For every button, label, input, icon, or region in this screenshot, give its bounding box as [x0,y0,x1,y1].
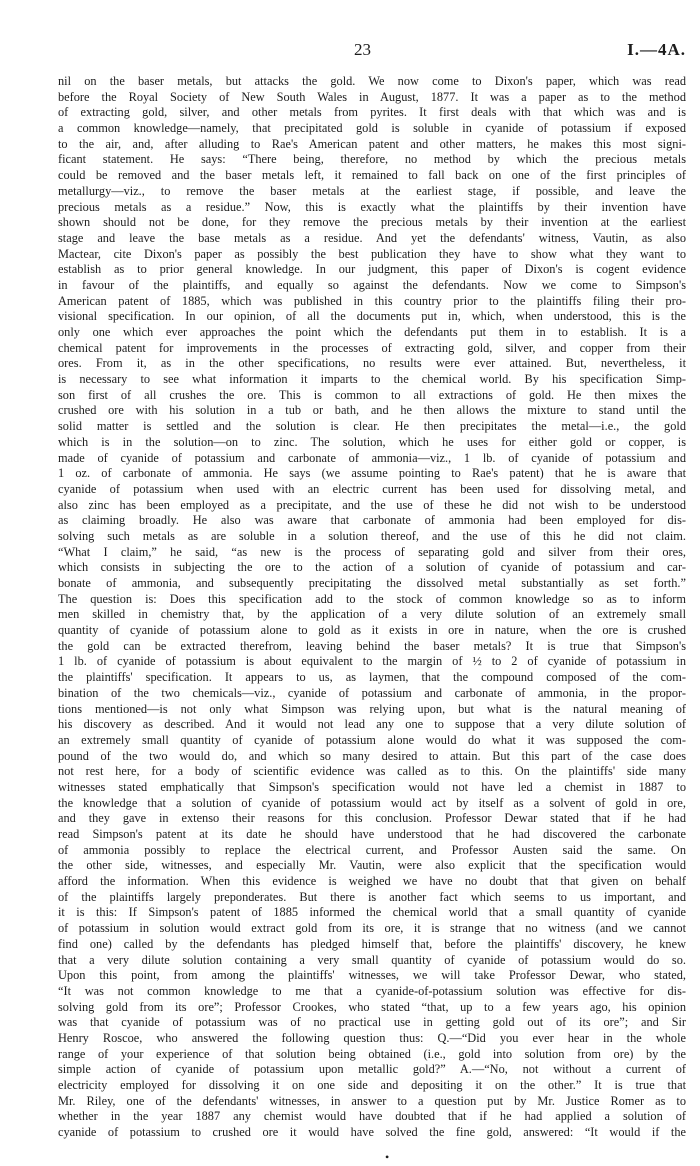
text-line: to the air, and, after alluding to Rae's American patent and other matters, he makes this most signi- [58,136,686,151]
text-line: the plaintiffs' specification. It appears to us, as laymen, that the compound composed of the com- [58,670,686,685]
text-line: read Simpson's patent at its date he should have understood that he had discovered the carbonate [58,827,686,841]
judgment-body-text [58,74,686,1140]
text-line: which is in the solution—on to zinc. The solution, which he uses for either gold or copper, is [58,434,686,449]
text-line: before the Royal Society of New South Wales in August, 1877. It was a paper as to the method [58,89,686,104]
text-line: Henry Roscoe, who answered the following question thus: Q.—“Did you ever hear in the whole [58,1030,686,1045]
text-line: cyanide of potassium when used with an electric current has been used for dissolving metal, and [58,481,686,496]
text-line: pound of the two would do, and which so many desired to attain. But this part of the case does [58,748,686,763]
text-line: cyanide of potassium to crushed ore it would have solved the fine gold, answered: “It would if the [58,1125,686,1140]
page-number: 23 [354,40,371,59]
text-line: an extremely small quantity of cyanide of potassium alone would do what it was supposed the com- [58,732,686,747]
text-line: Mr. Riley, one of the defendants' witnesses, in answer to a question put by Mr. Justice Romer as to [58,1093,686,1108]
text-line: range of your experience of that solution being obtained (i.e., gold into solution from ore) by the [58,1046,686,1061]
text-line: of the plaintiffs largely preponderates. But there is another fact which seems to us important, and [58,889,686,904]
text-line: ficant statement. He says: “There being, therefore, no method by which the precious metals [58,152,686,167]
text-line: ores. From it, as in the other specifications, no results were ever attained. But, nevertheless, it [58,356,686,371]
text-line: 1 oz. of carbonate of ammonia. He says (we assume pointing to Rae's patent) that he is aware that [58,466,686,481]
text-line: only one which ever approaches the point which the defendants put them in to establish. It is a [58,325,686,339]
text-line: witnesses stated emphatically that Simpson's specification would not have led a chemist in 1887 to [58,779,686,794]
text-line: find one) called by the defendants has pledged himself that, before the plaintiffs' discovery, he knew [58,936,686,951]
footer-mark: • [385,1150,390,1164]
text-line: establish as to prior general knowledge. In our judgment, this paper of Dixon's is cogent evidence [58,262,686,277]
text-line: stage and leave the base metals as a residue. And yet the defendants' witness, Vautin, as also [58,230,686,245]
text-line: bination of the two chemicals—viz., cyanide of potassium and carbonate of ammonia, in the propor- [58,685,686,700]
text-line: the other side, witnesses, and especially Mr. Vautin, were also explicit that the specification would [58,858,686,873]
text-line: which consists in subjecting the ore to the action of a solution of cyanide of potassium and car- [58,560,686,575]
text-line: American patent of 1885, which was published in this country prior to the plaintiffs filing their pro- [58,293,686,308]
text-line: bonate of ammonia, and subsequently precipitating the dissolved metal substantially as set forth.” [58,576,686,590]
text-line: afford the information. When this evidence is weighed we have no doubt that that given on behalf [58,874,686,889]
text-line: also zinc has been employed as a precipitate, and the use of these he did not wish to be understood [58,497,686,512]
text-line: visional specification. In our opinion, of all the documents put in, which, when understood, this is the [58,309,686,324]
text-line: 1 lb. of cyanide of potassium is about equivalent to the margin of ½ to 2 of cyanide of potassium in [58,654,686,669]
text-line: chemical patent for improvements in the processes of extracting gold, silver, and copper from their [58,340,686,355]
text-line: tions mentioned—is not only what Simpson was relying upon, but what is the natural meaning of [58,701,686,716]
text-line: and they gave in extenso their reasons for this conclusion. Professor Dewar stated that if he had [58,811,686,826]
text-line: it is this: If Simpson's patent of 1885 informed the chemical world that a small quantity of cyanide [58,905,686,920]
text-line: was that cyanide of potassium was of no practical use in getting gold out of its ore”; and Sir [58,1015,686,1030]
text-line: nil on the baser metals, but attacks the gold. We now come to Dixon's paper, which was read [58,74,686,88]
text-line: “What I claim,” he said, “as new is the process of separating gold and silver from their ores, [58,544,686,559]
text-line: metallurgy—viz., to remove the baser metals at the earliest stage, if possible, and leave the [58,183,686,198]
text-line: Mactear, cite Dixon's paper as possibly the best publication they have to show what they want to [58,246,686,261]
report-code: I.—4A. [627,40,686,59]
text-line: precious metals as a residue.” Now, this is exactly what the plaintiffs by their invention have [58,199,686,214]
text-line: The question is: Does this specification add to the stock of common knowledge so as to inform [58,591,686,606]
text-line: in favour of the plaintiffs, and equally so against the defendants. Now we come to Simpson's [58,277,686,292]
text-line: Upon this point, from among the plaintiffs' witnesses, we will take Professor Dewar, who stated, [58,968,686,983]
text-line: as claiming broadly. He also was aware that carbonate of ammonia had been employed for dis- [58,513,686,528]
text-line: a common knowledge—namely, that precipitated gold is soluble in cyanide of potassium if exposed [58,121,686,136]
text-line: the gold can be extracted therefrom, leaving behind the baser metals? It is true that Simpson's [58,638,686,653]
text-line: crushed ore with his solution in a tub or bath, and he then allows the mixture to stand until the [58,403,686,418]
text-line: solid matter is settled and the solution is clear. He then precipitates the metal—i.e., the gold [58,419,686,434]
text-line: shown should not be done, for they remove the precious metals by their invention at the earliest [58,215,686,230]
text-line: the knowledge that a solution of cyanide of potassium would act by itself as a solvent of gold in ore, [58,795,686,810]
text-line: that a very dilute solution containing a very small quantity of cyanide of potassium would do so. [58,952,686,967]
text-line: could be removed and the baser metals left, it remained to fall back on one of the first principles of [58,168,686,183]
text-line: electricity employed for dissolving it on one side and depositing it on the other.” It is true that [58,1078,686,1092]
text-line: solving such metals as are soluble in a solution thereof, and the use of this he did not claim. [58,528,686,543]
text-line: his discovery as described. And it would not lead any one to suppose that a very dilute solution of [58,717,686,732]
text-line: simple action of cyanide of potassium upon metallic gold?” A.—“No, not without a current of [58,1062,686,1077]
text-line: of potassium in solution would extract gold from its ore, it is strange that no witness (and we cannot [58,921,686,936]
text-line: is necessary to see what information it imparts to the chemical world. By his specification Simp- [58,372,686,387]
text-line: “It was not common knowledge to me that a cyanide-of-potassium solution was effective for dis- [58,983,686,998]
text-line: not rest here, for a body of scientific evidence was called as to this. On the plaintiffs' side many [58,764,686,779]
text-line: made of cyanide of potassium and carbonate of ammonia—viz., 1 lb. of cyanide of potassium and [58,450,686,465]
text-line: of extracting gold, silver, and other metals from pyrites. It first deals with that which was and is [58,105,686,120]
text-line: men skilled in chemistry that, by the application of a very dilute solution of an extremely small [58,607,686,622]
text-line: quantity of cyanide of potassium alone to gold as it exists in ore in nature, when the ore is crushed [58,623,686,638]
text-line: son first of all crushes the ore. This is common to all extractions of gold. He then mixes the [58,387,686,402]
text-line: of ammonia possibly to replace the electrical current, and Professor Austen said the same. On [58,842,686,857]
page-header [58,40,686,64]
text-line: solving gold from its ore”; Professor Crookes, who stated “that, up to a few years ago, his opinion [58,999,686,1014]
text-line: whether in the year 1887 any chemist would have doubted that if he had applied a solution of [58,1109,686,1124]
